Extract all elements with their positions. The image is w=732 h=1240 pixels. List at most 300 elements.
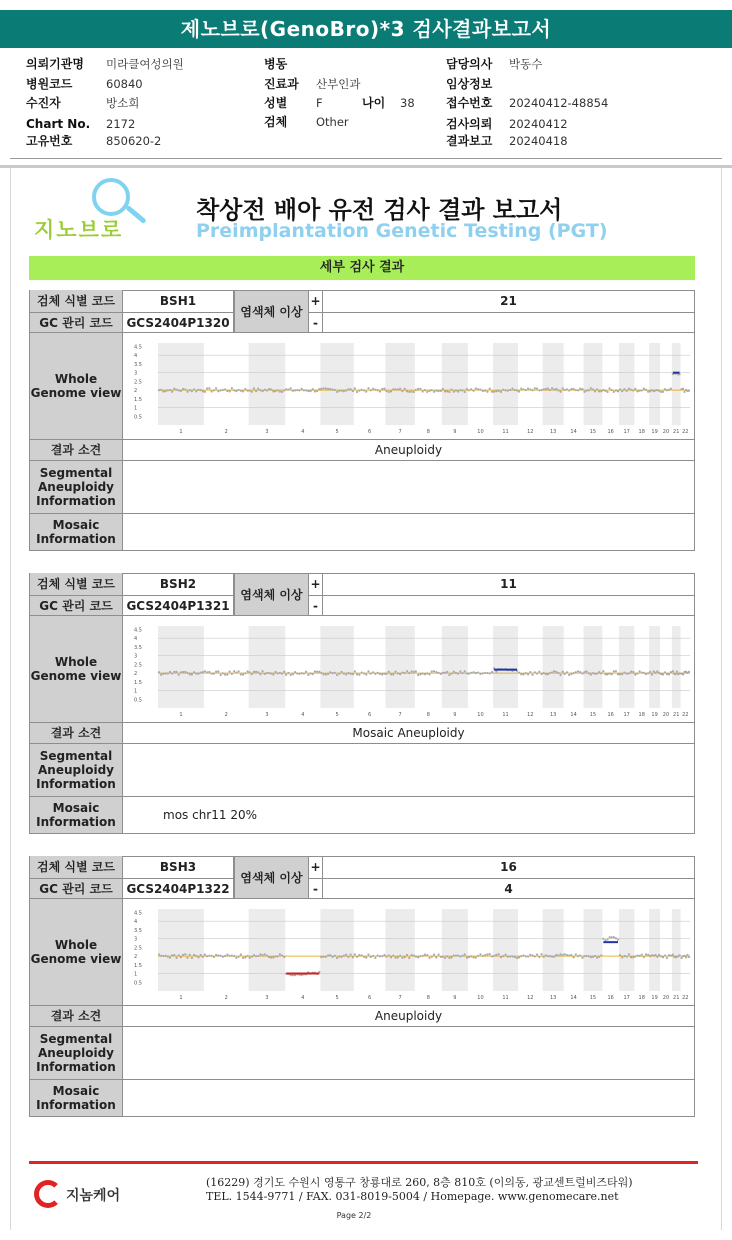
copy-number-point <box>365 391 367 393</box>
copy-number-point <box>206 387 208 389</box>
copy-number-point <box>464 953 466 955</box>
copy-number-point <box>615 670 617 672</box>
x-tick-label: 20 <box>662 995 670 1001</box>
copy-number-point <box>639 670 641 672</box>
result-date-label: 결과보고 <box>446 134 493 148</box>
copy-number-point <box>318 671 320 673</box>
copy-number-point <box>424 389 426 391</box>
mosaic-value <box>123 1080 694 1116</box>
x-tick-label: 11 <box>502 429 509 435</box>
copy-number-point <box>594 673 596 675</box>
copy-number-point <box>472 390 474 392</box>
copy-number-point <box>334 389 336 391</box>
copy-number-point <box>547 955 549 957</box>
copy-number-point <box>482 955 484 957</box>
copy-number-point <box>431 956 433 958</box>
copy-number-point <box>363 672 365 674</box>
copy-number-point <box>338 390 340 392</box>
copy-number-point <box>266 955 268 957</box>
copy-number-point <box>340 671 342 673</box>
copy-number-point <box>251 955 253 957</box>
copy-number-point <box>549 672 551 674</box>
copy-number-point <box>290 387 292 389</box>
copy-number-point <box>231 673 233 675</box>
copy-number-point <box>468 956 470 958</box>
copy-number-point <box>518 671 520 673</box>
copy-number-point <box>379 673 381 675</box>
copy-number-point <box>446 671 448 673</box>
x-tick-label: 12 <box>527 712 534 718</box>
copy-number-point <box>522 954 524 956</box>
gc-code-label: GC 관리 코드 <box>30 313 123 332</box>
copy-number-point <box>215 671 217 673</box>
copy-number-point <box>662 391 664 393</box>
copy-number-point <box>164 672 166 674</box>
copy-number-point <box>559 674 561 676</box>
copy-number-point <box>347 388 349 390</box>
copy-number-point <box>249 390 251 392</box>
result-date-value: 20240418 <box>509 134 568 148</box>
copy-number-point <box>379 390 381 392</box>
copy-number-point <box>247 955 249 957</box>
copy-number-point <box>292 390 294 392</box>
copy-number-point <box>186 672 188 674</box>
copy-number-point <box>200 954 202 956</box>
brand-logo-text: 지노브로 <box>34 218 124 242</box>
copy-number-point <box>422 390 424 392</box>
copy-number-point <box>685 956 687 958</box>
request-value: 20240412 <box>509 117 568 131</box>
copy-number-point <box>666 957 668 959</box>
copy-number-point <box>668 389 670 391</box>
y-tick-label: 1 <box>134 971 138 978</box>
copy-number-point <box>668 954 670 956</box>
copy-number-point <box>531 674 533 676</box>
result-value: Mosaic Aneuploidy <box>352 726 465 740</box>
copy-number-point <box>453 954 455 956</box>
copy-number-point <box>472 956 474 958</box>
copy-number-point <box>392 673 394 675</box>
x-tick-label: 22 <box>682 429 689 435</box>
segmental-label: Segmental Aneuploidy Information <box>30 744 123 796</box>
copy-number-point <box>294 389 296 391</box>
copy-number-point <box>559 391 561 393</box>
copy-number-point <box>579 388 581 390</box>
copy-number-point <box>448 391 450 393</box>
copy-number-point <box>551 387 553 389</box>
x-tick-label: 16 <box>607 995 614 1001</box>
result-value: Aneuploidy <box>374 443 443 457</box>
company-logo-icon <box>34 1180 62 1208</box>
copy-number-point <box>575 671 577 673</box>
segmental-label: Segmental Aneuploidy Information <box>30 461 123 513</box>
copy-number-point <box>296 389 298 391</box>
copy-number-point <box>674 673 676 675</box>
copy-number-point <box>470 672 472 674</box>
copy-number-point <box>363 956 365 958</box>
copy-number-point <box>461 389 463 391</box>
copy-number-point <box>281 954 283 956</box>
copy-number-point <box>283 389 285 391</box>
copy-number-point <box>504 954 506 956</box>
copy-number-point <box>381 673 383 675</box>
copy-number-point <box>404 388 406 390</box>
copy-number-point <box>645 673 647 675</box>
y-tick-label: 4.5 <box>134 910 142 917</box>
copy-number-point <box>486 672 488 674</box>
copy-number-point <box>428 673 430 675</box>
copy-number-point <box>564 673 566 675</box>
copy-number-point <box>220 955 222 957</box>
copy-number-point <box>417 388 419 390</box>
x-tick-label: 19 <box>651 995 658 1001</box>
wgv-label: Whole Genome view <box>30 616 123 722</box>
copy-number-point <box>495 954 497 956</box>
copy-number-point <box>568 955 570 957</box>
x-tick-label: 21 <box>673 712 680 718</box>
copy-number-point <box>442 672 444 674</box>
y-tick-label: 2 <box>134 671 138 678</box>
x-tick-label: 1 <box>179 712 183 718</box>
copy-number-point <box>193 388 195 390</box>
report-header-bar: 제노브로(GenoBro)*3 검사결과보고서 <box>0 10 732 48</box>
copy-number-point <box>666 389 668 391</box>
copy-number-point <box>534 671 536 673</box>
copy-number-point <box>372 671 374 673</box>
copy-number-point <box>307 390 309 392</box>
copy-number-point <box>349 953 351 955</box>
copy-number-point <box>455 389 457 391</box>
copy-number-point <box>566 954 568 956</box>
copy-number-point <box>628 953 630 955</box>
segmental-value <box>123 1027 694 1079</box>
minus-sign: - <box>309 313 323 332</box>
copy-number-point <box>343 955 345 957</box>
chart-no-label: Chart No. <box>26 117 91 131</box>
copy-number-point <box>536 388 538 390</box>
result-label: 결과 소견 <box>30 723 123 743</box>
clinical-label: 임상정보 <box>446 77 493 91</box>
copy-number-point <box>413 671 415 673</box>
x-tick-label: 11 <box>502 995 509 1001</box>
x-tick-label: 15 <box>589 712 597 718</box>
copy-number-point <box>468 673 470 675</box>
copy-number-point <box>325 956 327 958</box>
y-tick-label: 2.5 <box>134 945 142 952</box>
x-tick-label: 10 <box>477 712 484 718</box>
x-tick-label: 8 <box>426 995 430 1001</box>
copy-number-point <box>543 388 545 390</box>
hospital-code-value: 60840 <box>106 77 143 91</box>
copy-number-point <box>388 391 390 393</box>
x-tick-label: 3 <box>265 995 269 1001</box>
copy-number-point <box>204 953 206 955</box>
copy-number-point <box>660 673 662 675</box>
result-value: Aneuploidy <box>374 1009 443 1023</box>
copy-number-point <box>358 954 360 956</box>
gc-code-value: GCS2404P1320 <box>123 313 234 332</box>
copy-number-point <box>294 671 296 673</box>
copy-number-point <box>327 673 329 675</box>
copy-number-point <box>662 956 664 958</box>
copy-number-point <box>388 954 390 956</box>
copy-number-point <box>662 673 664 675</box>
copy-number-point <box>577 955 579 957</box>
copy-number-point <box>491 391 493 393</box>
result-label: 결과 소견 <box>30 440 123 460</box>
copy-number-point <box>253 671 255 673</box>
copy-number-point <box>678 954 680 956</box>
copy-number-point <box>617 390 619 392</box>
copy-number-point <box>259 389 261 391</box>
copy-number-point <box>206 671 208 673</box>
copy-number-point <box>630 670 632 672</box>
genome-plot-3 <box>126 903 694 1003</box>
copy-number-point <box>468 389 470 391</box>
x-tick-label: 20 <box>662 429 670 435</box>
copy-number-point <box>617 939 619 941</box>
sample-code-label: 검체 식별 코드 <box>30 573 123 595</box>
copy-number-point <box>283 671 285 673</box>
y-tick-label: 2.5 <box>134 379 142 386</box>
copy-number-point <box>664 388 666 390</box>
x-tick-label: 8 <box>426 429 430 435</box>
copy-number-point <box>440 390 442 392</box>
copy-number-point <box>247 670 249 672</box>
copy-number-point <box>489 672 491 674</box>
copy-number-point <box>191 673 193 675</box>
copy-number-point <box>590 674 592 676</box>
copy-number-point <box>575 953 577 955</box>
copy-number-point <box>470 388 472 390</box>
copy-number-point <box>577 670 579 672</box>
copy-number-point <box>437 672 439 674</box>
copy-number-point <box>392 955 394 957</box>
result-label: 결과 소견 <box>30 1006 123 1026</box>
copy-number-point <box>450 956 452 958</box>
copy-number-point <box>189 673 191 675</box>
x-tick-label: 21 <box>673 429 680 435</box>
copy-number-point <box>455 954 457 956</box>
chrom-abn-label: 염색체 이상 <box>234 857 309 898</box>
copy-number-point <box>470 955 472 957</box>
copy-number-point <box>598 390 600 392</box>
copy-number-point <box>604 390 606 392</box>
copy-number-point <box>361 389 363 391</box>
copy-number-point <box>588 672 590 674</box>
receipt-value: 20240412-48854 <box>509 96 609 110</box>
copy-number-point <box>613 391 615 393</box>
copy-number-point <box>557 672 559 674</box>
copy-number-point <box>404 956 406 958</box>
copy-number-point <box>180 671 182 673</box>
copy-number-point <box>215 954 217 956</box>
copy-number-point <box>255 955 257 957</box>
copy-number-point <box>688 956 690 958</box>
copy-number-point <box>424 954 426 956</box>
copy-number-point <box>590 956 592 958</box>
copy-number-point <box>374 673 376 675</box>
copy-number-point <box>175 671 177 673</box>
copy-number-point <box>217 670 219 672</box>
copy-number-point <box>682 673 684 675</box>
wgv-label: Whole Genome view <box>30 899 123 1005</box>
copy-number-point <box>489 388 491 390</box>
copy-number-point <box>167 956 169 958</box>
copy-number-point <box>158 953 160 955</box>
copy-number-point <box>658 390 660 392</box>
copy-number-point <box>566 388 568 390</box>
copy-number-point <box>253 954 255 956</box>
copy-number-point <box>491 671 493 673</box>
copy-number-point <box>211 955 213 957</box>
copy-number-point <box>680 957 682 959</box>
copy-number-point <box>613 670 615 672</box>
company-contact: TEL. 1544-9771 / FAX. 031-8019-5004 / Homepage. www.genomecare.net <box>206 1190 619 1203</box>
y-tick-label: 3 <box>134 936 138 943</box>
copy-number-point <box>173 388 175 390</box>
copy-number-point <box>303 389 305 391</box>
copy-number-point <box>543 672 545 674</box>
copy-number-point <box>401 390 403 392</box>
copy-number-point <box>516 957 518 959</box>
copy-number-point <box>240 390 242 392</box>
sample-block-3 <box>29 856 695 1117</box>
copy-number-point <box>495 670 497 672</box>
copy-number-point <box>268 672 270 674</box>
y-tick-label: 1.5 <box>134 962 142 969</box>
copy-number-point <box>581 957 583 959</box>
copy-number-point <box>397 388 399 390</box>
copy-number-point <box>553 956 555 958</box>
copy-number-point <box>367 953 369 955</box>
x-tick-label: 6 <box>368 429 372 435</box>
gain-chromosome: 11 <box>500 577 517 591</box>
copy-number-point <box>164 955 166 957</box>
copy-number-point <box>639 390 641 392</box>
y-tick-label: 4.5 <box>134 344 142 351</box>
copy-number-point <box>184 953 186 955</box>
copy-number-point <box>233 670 235 672</box>
sample-block-1 <box>29 290 695 551</box>
copy-number-point <box>374 389 376 391</box>
copy-number-point <box>672 954 674 956</box>
copy-number-point <box>484 390 486 392</box>
copy-number-point <box>634 955 636 957</box>
y-tick-label: 3.5 <box>134 644 142 651</box>
copy-number-point <box>383 387 385 389</box>
segmental-label: Segmental Aneuploidy Information <box>30 1027 123 1079</box>
copy-number-point <box>585 390 587 392</box>
copy-number-point <box>224 388 226 390</box>
copy-number-point <box>184 388 186 390</box>
report-title: 착상전 배아 유전 검사 결과 보고서 <box>196 196 563 224</box>
copy-number-point <box>585 955 587 957</box>
copy-number-point <box>182 954 184 956</box>
copy-number-point <box>197 956 199 958</box>
copy-number-point <box>457 955 459 957</box>
x-tick-label: 9 <box>453 712 457 718</box>
copy-number-point <box>623 671 625 673</box>
copy-number-point <box>664 671 666 673</box>
copy-number-point <box>641 671 643 673</box>
chart-no-value: 2172 <box>106 117 136 131</box>
copy-number-point <box>461 955 463 957</box>
copy-number-point <box>566 671 568 673</box>
copy-number-point <box>377 389 379 391</box>
copy-number-point <box>340 390 342 392</box>
plus-sign: + <box>309 290 323 312</box>
copy-number-point <box>457 673 459 675</box>
copy-number-point <box>406 670 408 672</box>
copy-number-point <box>547 673 549 675</box>
y-tick-label: 0.5 <box>134 980 142 987</box>
copy-number-point <box>329 954 331 956</box>
patient-value: 방소희 <box>106 96 140 110</box>
sample-block-2 <box>29 573 695 834</box>
copy-number-point <box>649 671 651 673</box>
copy-number-point <box>325 387 327 389</box>
copy-number-point <box>211 390 213 392</box>
copy-number-point <box>233 955 235 957</box>
copy-number-point <box>182 671 184 673</box>
copy-number-point <box>520 673 522 675</box>
copy-number-point <box>572 388 574 390</box>
copy-number-point <box>568 389 570 391</box>
copy-number-point <box>477 671 479 673</box>
copy-number-point <box>511 387 513 389</box>
y-tick-label: 1.5 <box>134 679 142 686</box>
copy-number-point <box>200 389 202 391</box>
doctor-value: 박동수 <box>509 57 543 71</box>
copy-number-point <box>242 957 244 959</box>
copy-number-point <box>206 955 208 957</box>
copy-number-point <box>583 391 585 393</box>
loss-chromosome: 4 <box>504 881 513 896</box>
copy-number-point <box>632 389 634 391</box>
copy-number-point <box>658 672 660 674</box>
copy-number-point <box>408 957 410 959</box>
copy-number-point <box>162 390 164 392</box>
copy-number-point <box>211 673 213 675</box>
chrom-abn-label: 염색체 이상 <box>234 291 309 332</box>
x-tick-label: 7 <box>398 995 402 1001</box>
sample-code-label: 검체 식별 코드 <box>30 290 123 312</box>
copy-number-point <box>514 956 516 958</box>
copy-number-point <box>274 390 276 392</box>
copy-number-point <box>401 957 403 959</box>
copy-number-point <box>186 391 188 393</box>
copy-number-point <box>261 670 263 672</box>
copy-number-point <box>281 391 283 393</box>
copy-number-point <box>331 956 333 958</box>
copy-number-point <box>242 674 244 676</box>
copy-number-point <box>217 390 219 392</box>
copy-number-point <box>365 674 367 676</box>
plus-sign: + <box>309 573 323 595</box>
copy-number-point <box>169 957 171 959</box>
copy-number-point <box>525 672 527 674</box>
copy-number-point <box>334 955 336 957</box>
copy-number-point <box>279 953 281 955</box>
copy-number-point <box>446 390 448 392</box>
copy-number-point <box>365 957 367 959</box>
copy-number-point <box>356 673 358 675</box>
y-tick-label: 1.5 <box>134 396 142 403</box>
page-number: Page 2/2 <box>336 1211 372 1220</box>
copy-number-point <box>352 956 354 958</box>
copy-number-point <box>609 936 611 938</box>
